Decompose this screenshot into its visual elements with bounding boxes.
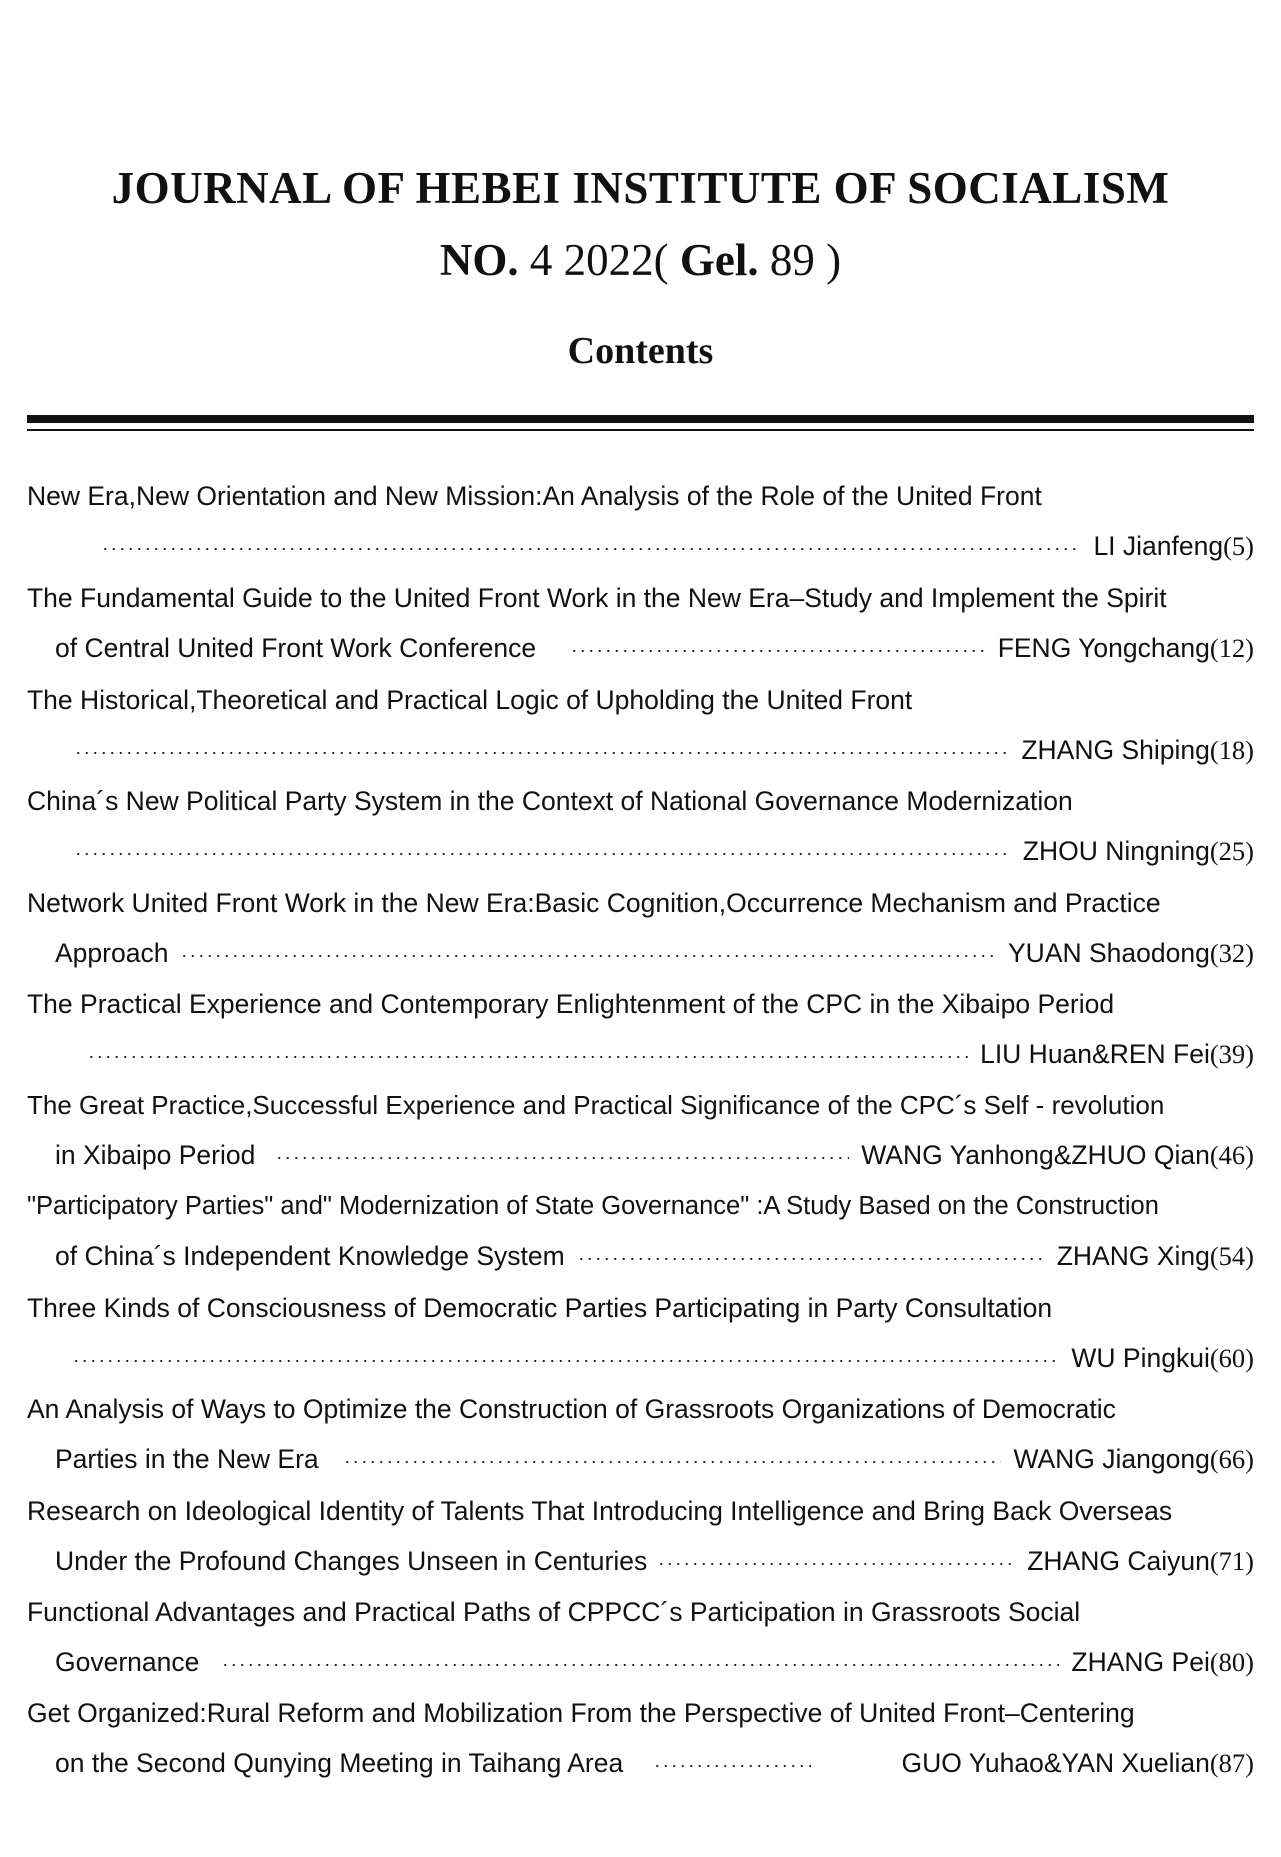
toc-author: WANG Jiangong [1013,1443,1210,1474]
dot-leader [343,1461,1002,1463]
gel-number: 89 [769,235,815,285]
dot-leader [74,752,1009,754]
toc-entry-title: "Participatory Parties" and" Modernization of State Governance" :A Study Based on the Construction [27,1191,1159,1220]
toc-author: LIU Huan&REN Fei [980,1038,1210,1069]
toc-page-number: (87) [1209,1747,1254,1778]
issue-number: 4 [529,235,553,285]
toc-entry-title: Research on Ideological Identity of Talents That Introducing Intelligence and Bring Back Overseas [27,1495,1173,1526]
toc-entry-leader: on the Second Qunying Meeting in Taihang Area GUO Yuhao&YAN Xuelian (87) [55,1747,1254,1778]
toc-entry-leader [62,725,1254,775]
toc-entry-leader [60,1333,1254,1383]
dot-leader [72,1360,1059,1362]
toc-entry-title: The Historical,Theoretical and Practical Logic of Upholding the United Front [27,684,913,715]
toc-page-number: (25) [1209,835,1254,866]
toc-entry-leader: Parties in the New Era WANG Jiangong (66) [55,1443,1254,1474]
contents-heading: Contents [567,330,714,372]
issue-year: 2022 [563,235,654,285]
toc-page-number: (5) [1223,530,1254,561]
toc-entry-title: Three Kinds of Consciousness of Democratic Parties Participating in Party Consultation [27,1292,1053,1323]
toc-page-number: (12) [1209,632,1254,663]
toc-author: ZHOU Ningning [1022,835,1210,866]
toc-page-number: (54) [1209,1240,1254,1271]
dot-leader [570,650,986,652]
dot-leader [180,955,996,957]
toc-author: ZHANG Shiping [1021,734,1210,765]
toc-author: GUO Yuhao&YAN Xuelian [901,1747,1210,1778]
toc-author: ZHANG Xing [1056,1240,1210,1271]
gel-label: Gel. [679,235,759,285]
issue-line: NO. 4 2022( Gel. 89 ) [439,235,842,285]
toc-entry-title: The Practical Experience and Contemporary Enlightenment of the CPC in the Xibaipo Period [27,988,1115,1019]
dot-leader [653,1765,811,1767]
dot-leader [577,1258,1045,1260]
toc-entry-leader: in Xibaipo Period WANG Yanhong&ZHUO Qian (46) [55,1139,1254,1170]
toc-entry-title: Functional Advantages and Practical Paths of CPPCC´s Participation in Grassroots Social [27,1596,1081,1627]
toc-entry-title: An Analysis of Ways to Optimize the Construction of Grassroots Organizations of Democratic [27,1393,1116,1424]
dot-leader [74,853,1011,855]
toc-entry-leader: of Central United Front Work Conference FENG Yongchang (12) [55,632,1254,663]
toc-entry-leader: of China´s Independent Knowledge System ZHANG Xing (54) [55,1240,1254,1271]
toc-entry-leader: Under the Profound Changes Unseen in Centuries ZHANG Caiyun (71) [55,1545,1254,1576]
toc-entry-title: New Era,New Orientation and New Mission:An Analysis of the Role of the United Front [27,480,1042,511]
dot-leader [221,1664,1059,1666]
toc-entry-leader [75,1029,1254,1079]
toc-entry-title: China´s New Political Party System in the Context of National Governance Modernization [27,785,1073,816]
toc-author: FENG Yongchang [997,632,1210,663]
toc-page-number: (18) [1209,734,1254,765]
toc-author: ZHANG Pei [1071,1646,1210,1677]
dot-leader [87,1056,968,1058]
toc-entry-leader [89,521,1254,571]
toc-entry-leader: Approach YUAN Shaodong (32) [55,937,1254,968]
toc-entry-title: The Great Practice,Successful Experience and Practical Significance of the CPC´s Self - revolution [27,1089,1165,1120]
toc-entry-title: The Fundamental Guide to the United Front Work in the New Era–Study and Implement the Spirit [27,582,1167,613]
toc-author: ZHANG Caiyun [1027,1545,1210,1576]
dot-leader [657,1563,1015,1565]
dot-leader [101,548,1081,550]
toc-author: LI Jianfeng [1093,530,1224,561]
dot-leader [275,1157,849,1159]
toc-author: WANG Yanhong&ZHUO Qian [861,1139,1210,1170]
toc-page-number: (46) [1209,1139,1254,1170]
toc-page-number: (39) [1209,1038,1254,1069]
toc-page-number: (80) [1209,1646,1254,1677]
toc-page-number: (32) [1209,937,1254,968]
toc-page-number: (66) [1209,1443,1254,1474]
issue-no-label: NO. [439,235,519,285]
journal-title: JOURNAL OF HEBEI INSTITUTE OF SOCIALISM [111,163,1170,213]
toc-entry-title: Get Organized:Rural Reform and Mobilization From the Perspective of United Front–Centering [27,1697,1135,1728]
toc-entry-leader: Governance ZHANG Pei (80) [55,1646,1254,1677]
toc-entry-leader [62,826,1254,876]
toc-author: WU Pingkui [1071,1342,1210,1373]
toc-page-number: (71) [1209,1545,1254,1576]
toc-author: YUAN Shaodong [1008,937,1210,968]
toc-page-number: (60) [1209,1342,1254,1373]
toc-entry-title: Network United Front Work in the New Era:Basic Cognition,Occurrence Mechanism and Practice [27,887,1161,918]
